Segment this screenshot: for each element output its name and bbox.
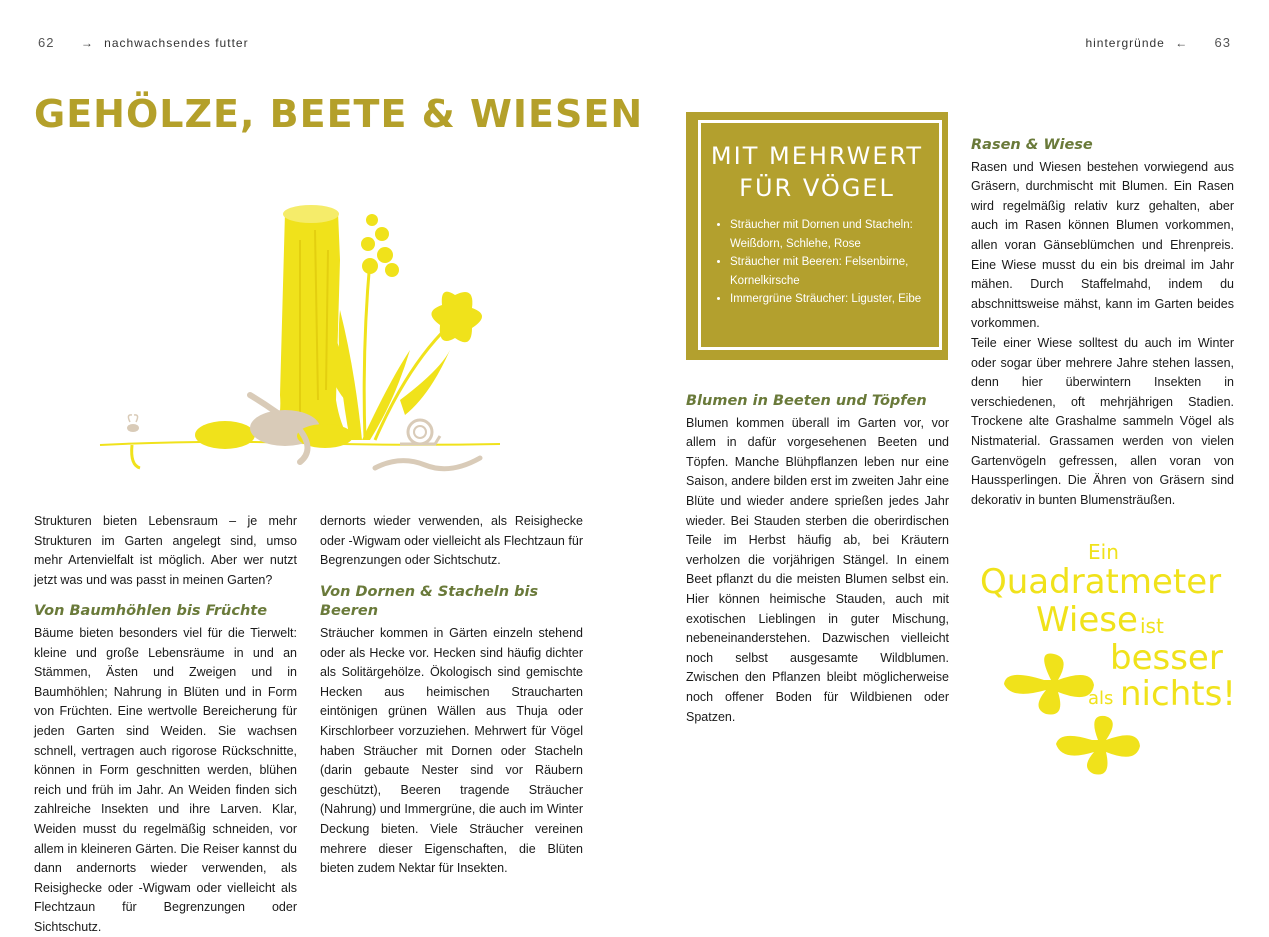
section-heading-lawn: Rasen & Wiese <box>971 137 1093 153</box>
section-label-left: nachwachsendes futter <box>104 36 249 50</box>
quote-word: Ein <box>1088 540 1119 564</box>
section-heading-shrubs: Von Dornen & Stacheln bis Beeren <box>320 583 539 620</box>
arrow-right-icon: → <box>80 36 94 50</box>
info-box-title-line1: MIT MEHRWERT <box>710 142 924 170</box>
column-4 <box>971 136 1234 510</box>
info-box-title <box>686 140 948 204</box>
left-page-header <box>38 35 249 50</box>
quote-word: Wiese <box>1036 600 1138 640</box>
section-heading-trees: Von Baumhöhlen bis Früchte <box>34 603 268 620</box>
quote-word: nichts! <box>1120 674 1236 714</box>
info-box-birds <box>686 112 948 360</box>
quote-word: Quadratmeter <box>980 562 1222 602</box>
section-text-trees: Bäume bieten besonders viel für die Tierwelt: kleine und große Lebensräume in und an Stämmen, Ästen und Zweigen und in Baumhöhlen; Nahrung in Blüten und in Form von Früchten. Eine wertvolle Bereicherung für jeden Garten sind Weiden. Sie wachsen schnell, vertragen auch rigorose Rückschnitte, können in Form geschnitten werden, blühen reich und früh im Jahr. An Weiden finden sich zahlreiche Insekten und ihre Larven. Klar, Weiden musst du regelmäßig schneiden, vor allem in kleineren Gärten. Die Reiser kannst du dann andernorts wieder verwenden, als Reisighecke oder -Wigwam oder vielleicht als Flechtzaun für Begrenzungen oder Sichtschutz. <box>34 625 297 934</box>
column-2 <box>320 512 583 879</box>
page-title: GEHÖLZE, BEETE & WIESEN <box>34 92 644 136</box>
section-text-lawn-1: Rasen und Wiesen bestehen vorwiegend aus Gräsern, durchmischt mit Blumen. Ein Rasen wird regelmäßig relativ kurz gehalten, aber auch im Rasen können Blumen vorkommen, allen voran Gänseblümchen und Ehrenpreis. Eine Wiese musst du ein bis dreimal im Jahr mähen. Durch Staffelmahd, indem du abschnittsweise mähst, kann im Garten beides vorkommen. <box>971 159 1234 331</box>
column-1 <box>34 512 297 934</box>
quote-word: als <box>1088 688 1114 709</box>
section-heading-flowers: Blumen in Beeten und Töpfen <box>686 393 927 409</box>
quote-word: ist <box>1140 614 1164 638</box>
flower-icon <box>996 650 1106 720</box>
column-3 <box>686 392 949 727</box>
info-box-list <box>712 216 940 309</box>
section-text-flowers: Blumen kommen überall im Garten vor, vor allem in dafür vorgesehenen Beeten und Töpfen. Manche Blühpflanzen leben nur eine Saison, andere bilden erst im zweiten Jahr eine Blüte und wieder andere sprießen jedes Jahr wieder. Bei Stauden sterben die oberirdischen Teile im Herbst häufig ab, bei Kräutern verholzen die vorjährigen Stängel. In einem Beet pflanzt du die meisten Blumen selbst ein. Hier können heimische Stauden, auch mit exotischen Lieblingen in guter Mischung, nebeneinanderstehen. Dazwischen vielleicht noch selbst ausgesamte Wildblumen. Zwischen den Pflanzen bleibt möglicherweise noch offener Boden für Wildbienen oder Spatzen. <box>686 415 949 724</box>
info-box-title-line2: FÜR VÖGEL <box>739 174 895 202</box>
section-text-trees-continued: dernorts wieder verwenden, als Reisighecke oder -Wigwam oder vielleicht als Flechtzaun für Begrenzungen oder Sichtschutz. <box>320 514 583 568</box>
section-text-shrubs: Sträucher kommen in Gärten einzeln stehend oder als Hecke vor. Hecken sind häufig dichter als Solitärgehölze. Ökologisch sind gemischte Hecken aus heimischen Straucharten eintönigen grünen Wällen aus Thuja oder Kirschlorbeer vorzuziehen. Mehrwert für Vögel haben Sträucher mit Dornen oder Stacheln (darin gebaute Nester sind vor Räubern geschützt), Beeren tragende Sträucher (Nahrung) und Immergrüne, die auch im Winter Deckung bieten. Viele Sträucher vereinen mehrere dieser Eigenschaften, die Blüten bieten zudem Nektar für Insekten. <box>320 625 583 876</box>
section-label-right: hintergründe <box>1085 36 1165 50</box>
page-number-left: 62 <box>38 35 55 50</box>
page-number-right: 63 <box>1214 35 1231 50</box>
flower-icon <box>1050 712 1150 782</box>
list-item: • Immergrüne Sträucher: Liguster, Eibe <box>730 290 940 309</box>
right-page-header <box>1085 35 1231 50</box>
arrow-left-icon: ← <box>1175 36 1189 50</box>
list-item: • Sträucher mit Dornen und Stacheln: Weißdorn, Schlehe, Rose <box>730 216 940 253</box>
section-text-lawn-2: Teile einer Wiese solltest du auch im Winter oder sogar über mehrere Jahre stehen lassen, denn hier überwintern Insekten in verschiedenen, oft mehrjährigen Stadien. Trockene alte Grashalme sammeln Vögel als Nistmaterial. Grassamen werden von vielen Gartenvögeln gefressen, allen voran von Haussperlingen. Die Ähren von Gräsern sind dekorativ in bunten Blumensträußen. <box>971 335 1234 507</box>
garden-illustration <box>100 200 510 480</box>
list-item: • Sträucher mit Beeren: Felsenbirne, Kornelkirsche <box>730 253 940 290</box>
intro-text: Strukturen bieten Lebensraum – je mehr Strukturen im Garten angelegt sind, umso mehr Artenvielfalt ist möglich. Aber wer nutzt jetzt was und was passt in meinen Garten? <box>34 514 297 587</box>
quote-word: besser <box>1110 638 1223 678</box>
